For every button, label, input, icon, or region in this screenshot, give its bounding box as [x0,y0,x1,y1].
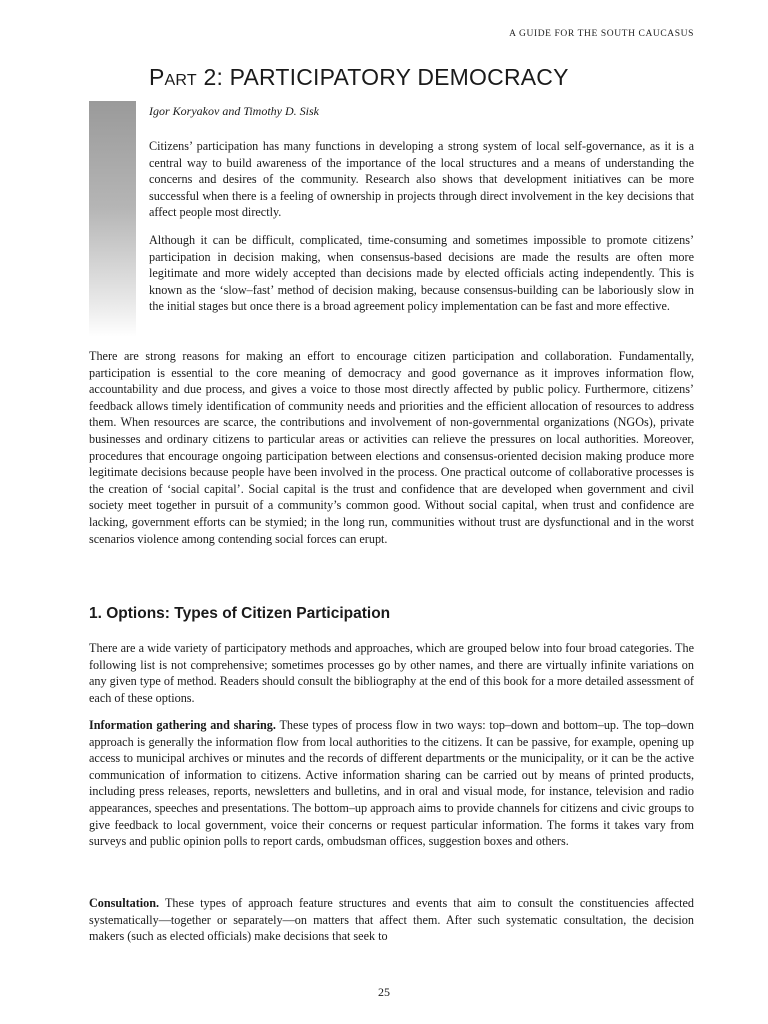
consultation-paragraph [89,895,694,945]
information-gathering-text: These types of process flow in two ways: top–down and bottom–up. The top–down approach is generally the information flow from local authorities to the citizens. It can be passive, for example, opening up access to municipal archives or minutes and the records of different departments or the municipality, or it can be the active communication of information to citizens. Active information sharing can be carried out by means of printed products, including press releases, reports, newsletters and bulletins, and in oral and visual mode, for instance, television and radio appearances, speeches and presentations. The bottom–up approach aims to provide channels for citizens and civic groups to give feedback to local government, voice their concerns or request particular information. The forms it takes vary from surveys and public opinion polls to report cards, ombudsman offices, suggestion boxes and others. [89,718,695,849]
part-word: Part [149,64,197,90]
section-heading: 1. Options: Types of Citizen Participation [89,605,391,622]
intro-paragraph-2: Although it can be difficult, complicated, time-consuming and sometimes impossible to promote citizens’ participation in decision making, when consensus-based decisions are made the results are often more legitimate and more widely accepted than decisions made by elected officials acting independently. This is known as the ‘slow–fast’ method of decision making, because consensus-building can be laboriously slow in the initial stages but once there is a broad agreement policy implementation can be fast and more effective. [149,233,694,314]
body-paragraph-1: There are strong reasons for making an effort to encourage citizen participation and collaboration. Fundamentally, participation is essential to the core meaning of democracy and good governance as it improves information flow, accountability and due process, and gives a voice to those most directly affected by public policy. Furthermore, citizens’ feedback allows timely identification of community needs and priorities and the efficient allocation of resources to address them. When resources are scarce, the contributions and involvement of non-governmental organizations (NGOs), private businesses and ordinary citizens to particular areas or activities can relieve the pressures on local authorities. Moreover, procedures that encourage ongoing participation between elections and consensus-oriented decision making produce more legitimate decisions because people have been involved in the process. One practical outcome of collaborative processes is the creation of ‘social capital’. Social capital is the trust and confidence that are developed when government and civil society meet together in pursuit of a community’s common good. Without social capital, when trust and confidence are lacking, government efforts can be stymied; in the long run, communities without trust are dysfunctional and in the worst scenarios violence among contending social forces can erupt. [89,349,694,546]
authors: Igor Koryakov and Timothy D. Sisk [149,104,319,118]
intro-paragraph-1: Citizens’ participation has many functions in developing a strong system of local self-governance, as it is a central way to build awareness of the importance of the local structures and a means of understanding the concerns and desires of the community. Research also shows that development initiatives can be more successful when there is a feeling of ownership in projects through direct involvement in the key decisions that affect people most directly. [149,139,694,220]
section-paragraph-1: There are a wide variety of participatory methods and approaches, which are grouped below into four broad categories. The following list is not comprehensive; sometimes processes go by other names, and there are virtually infinite variations on any given type of method. Readers should consult the bibliography at the end of this book for a more detailed assessment of each of these options. [89,641,694,705]
running-header: A GUIDE FOR THE SOUTH CAUCASUS [509,29,694,39]
part-title-rest: 2: PARTICIPATORY DEMOCRACY [196,64,569,90]
page-number: 25 [378,985,390,999]
information-gathering-paragraph [89,717,694,850]
information-gathering-lead: Information gathering and sharing. [89,718,276,732]
decorative-gray-bar [89,101,136,337]
consultation-text: These types of approach feature structures and events that aim to consult the constituencies affected systematically—together or separately—on matters that affect them. After such systematic consultation, the decision makers (such as elected officials) make decisions that seek to [89,896,694,944]
part-title [149,64,569,91]
consultation-lead: Consultation. [89,896,160,910]
